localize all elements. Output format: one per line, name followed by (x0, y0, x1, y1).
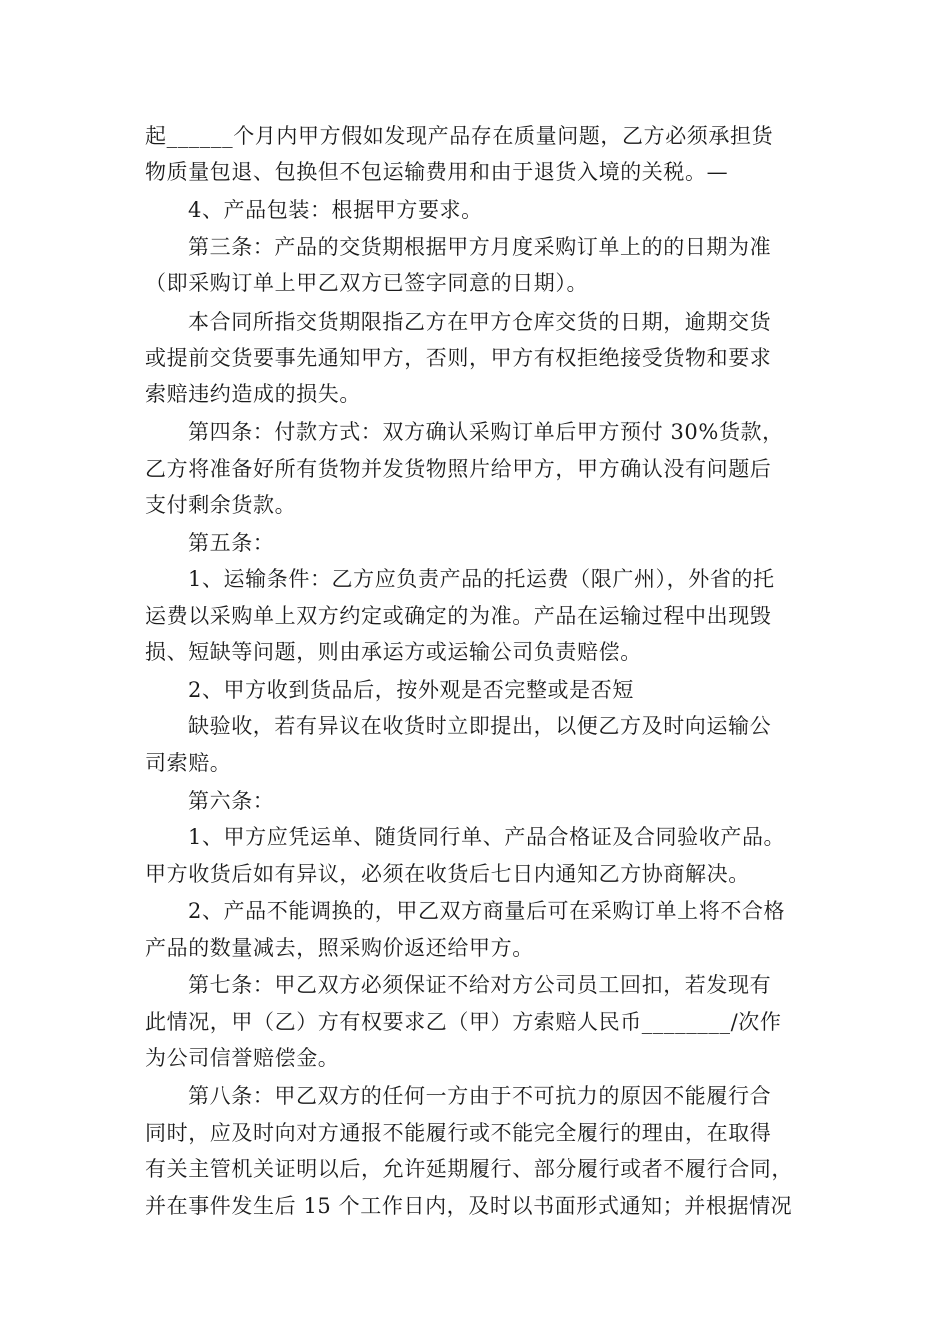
text-line-20: 1、甲方应凭运单、随货同行单、产品合格证及合同验收产品。 (188, 825, 786, 849)
text-line-17: 缺验收，若有异议在收货时立即提出，以便乙方及时向运输公 (188, 714, 772, 738)
text-line-12: 第五条： (188, 531, 275, 555)
text-line-16: 2、甲方收到货品后，按外观是否完整或是否短 (188, 678, 634, 702)
text-line-1: 起______个月内甲方假如发现产品存在质量问题，乙方必须承担货 (145, 124, 774, 148)
text-line-23: 产品的数量减去，照采购价返还给甲方。 (145, 936, 534, 960)
text-line-6: 本合同所指交货期限指乙方在甲方仓库交货的日期，逾期交货 (188, 310, 772, 334)
text-line-14: 运费以采购单上双方约定或确定的为准。产品在运输过程中出现毁 (145, 604, 772, 628)
text-line-4: 第三条：产品的交货期根据甲方月度采购订单上的的日期为准 (188, 235, 772, 259)
text-line-2: 物质量包退、包换但不包运输费用和由于退货入境的关税。— (145, 160, 729, 184)
text-line-26: 为公司信誉赔偿金。 (145, 1046, 340, 1070)
text-line-13: 1、运输条件：乙方应负责产品的托运费（限广州），外省的托 (188, 567, 775, 591)
text-line-29: 有关主管机关证明以后，允许延期履行、部分履行或者不履行合同， (145, 1157, 793, 1181)
text-line-25: 此情况，甲（乙）方有权要求乙（甲）方索赔人民币________/次作 (145, 1010, 782, 1034)
text-line-15: 损、短缺等问题，则由承运方或运输公司负责赔偿。 (145, 640, 642, 664)
text-line-8: 索赔违约造成的损失。 (145, 382, 361, 406)
text-line-7: 或提前交货要事先通知甲方，否则，甲方有权拒绝接受货物和要求 (145, 346, 772, 370)
text-line-22: 2、产品不能调换的，甲乙双方商量后可在采购订单上将不合格 (188, 899, 786, 923)
text-line-5: （即采购订单上甲乙双方已签字同意的日期）。 (145, 271, 589, 295)
text-line-24: 第七条：甲乙双方必须保证不给对方公司员工回扣，若发现有 (188, 973, 772, 997)
text-line-3: 4、产品包装：根据甲方要求。 (188, 198, 483, 222)
text-line-10: 乙方将准备好所有货物并发货物照片给甲方，甲方确认没有问题后 (145, 457, 772, 481)
text-line-19: 第六条： (188, 789, 275, 813)
text-line-27: 第八条：甲乙双方的任何一方由于不可抗力的原因不能履行合 (188, 1084, 772, 1108)
text-line-28: 同时，应及时向对方通报不能履行或不能完全履行的理由，在取得 (145, 1121, 772, 1145)
text-line-11: 支付剩余货款。 (145, 493, 297, 517)
text-line-30: 并在事件发生后 15 个工作日内，及时以书面形式通知；并根据情况 (145, 1194, 793, 1218)
text-line-18: 司索赔。 (145, 751, 232, 775)
text-line-21: 甲方收货后如有异议，必须在收货后七日内通知乙方协商解决。 (145, 862, 750, 886)
text-line-9: 第四条：付款方式：双方确认采购订单后甲方预付 30%货款， (188, 420, 784, 444)
